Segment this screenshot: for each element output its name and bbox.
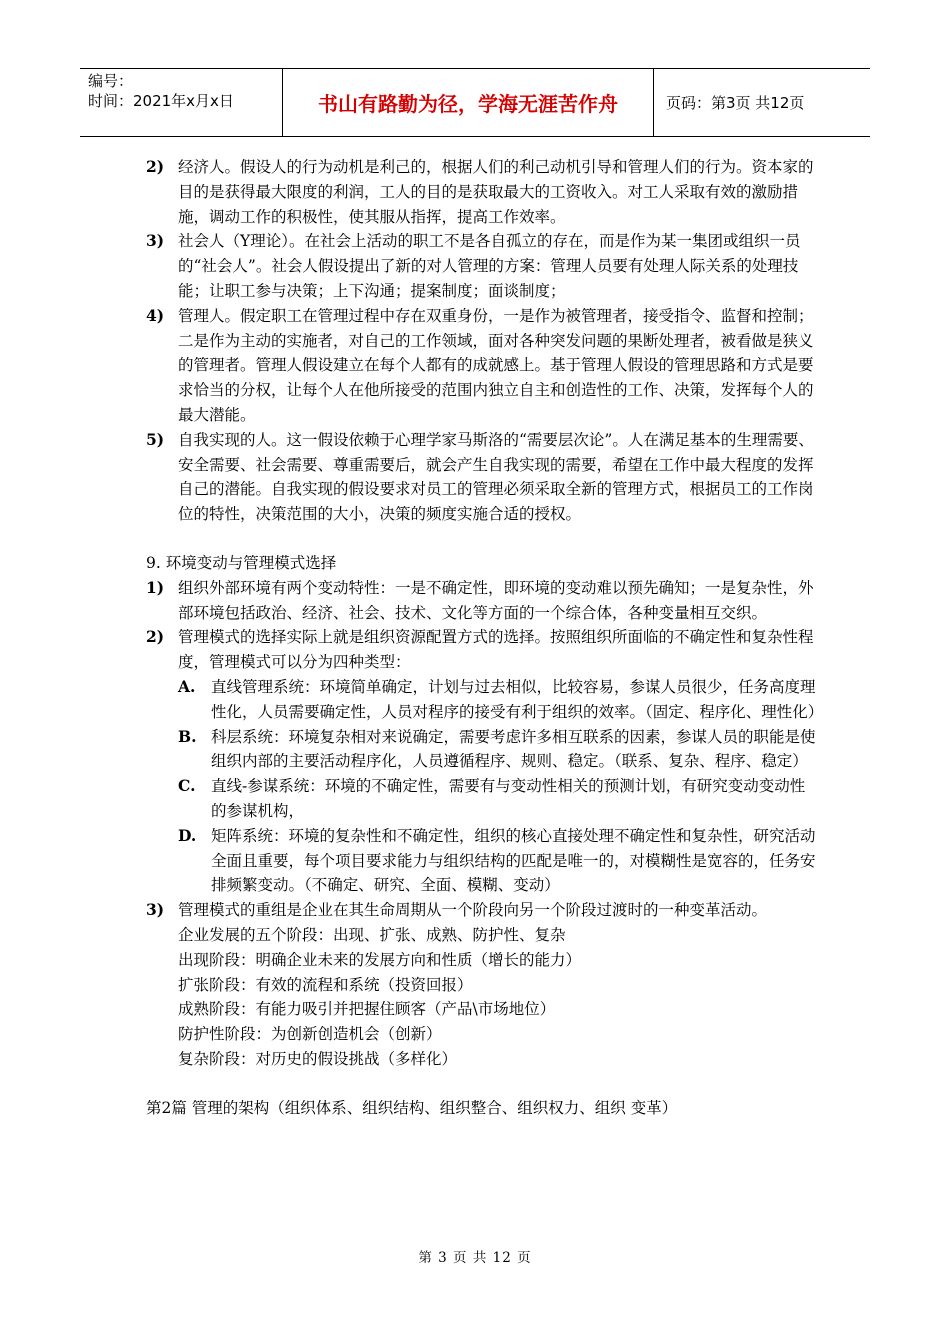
stage-line: 防护性阶段：为创新创造机会（创新） <box>178 1025 442 1044</box>
list-item-text: 管理人。假定职工在管理过程中存在双重身份，一是作为被管理者，接受指令、监督和控制；二是作为主动的实施者，对自己的工作领域，面对各种突发问题的果断处理者，被看做是狭义的管理者。管理人假设建立在每个人都有的成就感上。基于管理人假设的管理思路和方式是要求恰当的分权，让每个人在他所接受的范围内独立自主和创造性的工作、决策，发挥每个人的最大潜能。 <box>178 306 814 424</box>
spacer <box>146 1072 818 1096</box>
list-item <box>146 625 818 675</box>
sub-list-item-letter: C. <box>178 776 196 796</box>
sub-list-item-text: 直线-参谋系统：环境的不确定性，需要有与变动性相关的预测计划，有研究变动变动性的参谋机构， <box>211 777 806 820</box>
sub-list-item-letter: A. <box>178 676 196 696</box>
sub-list-item <box>178 774 818 824</box>
document-time-label: 时间：2021年x月x日 <box>88 92 234 110</box>
list-item-text: 经济人。假设人的行为动机是利己的，根据人们的利己动机引导和管理人们的行为。资本家的目的是获得最大限度的利润，工人的目的是获取最大的工资收入。对工人采取有效的激励措施，调动工作的积极性，使其服从指挥，提高工作效率。 <box>178 158 814 226</box>
list-item <box>146 428 818 527</box>
sub-list-item-text: 矩阵系统：环境的复杂性和不确定性，组织的核心直接处理不确定性和复杂性，研究活动全面且重要，每个项目要求能力与组织结构的匹配是唯一的，对模糊性是宽容的，任务安排频繁变动。（不确定、研究、全面、模糊、变动） <box>211 826 816 895</box>
sub-list-item-letter: D. <box>178 825 197 845</box>
list-item-number: 3) <box>146 231 165 251</box>
list-item-number: 2) <box>146 157 165 176</box>
stage-line: 企业发展的五个阶段：出现、扩张、成熟、防护性、复杂 <box>178 925 566 944</box>
list-item-text: 管理模式的重组是企业在其生命周期从一个阶段向另一个阶段过渡时的一种变革活动。 <box>178 901 768 920</box>
list-item <box>146 155 818 229</box>
list-item <box>146 304 818 428</box>
stage-line: 成熟阶段：有能力吸引并把握住顾客（产品\市场地位） <box>178 1000 556 1019</box>
sub-list-item-text: 直线管理系统：环境简单确定，计划与过去相似，比较容易，参谋人员很少，任务高度理性化，人员需要确定性，人员对程序的接受有利于组织的效率。（固定、程序化、理性化） <box>211 677 824 721</box>
list-item-text: 组织外部环境有两个变动特性：一是不确定性，即环境的变动难以预先确知；一是复杂性，外部环境包括政治、经济、社会、技术、文化等方面的一个综合体，各种变量相互交织。 <box>178 578 814 622</box>
header-motto: 书山有路勤为径，学海无涯苦作舟 <box>283 69 654 136</box>
sub-list-item <box>178 824 818 898</box>
sub-list-item-text: 科层系统：环境复杂相对来说确定，需要考虑许多相互联系的因素，参谋人员的职能是使组织内部的主要活动程序化，人员遵循程序、规则、稳定。（联系、复杂、程序、稳定） <box>211 727 816 771</box>
list-item-number: 2) <box>146 627 165 647</box>
sub-list-item <box>178 725 818 775</box>
sub-list-item <box>178 675 824 725</box>
part-heading: 第2篇 管理的架构（组织体系、组织结构、组织整合、组织权力、组织 变革） <box>146 1098 678 1117</box>
sub-list-item-letter: B. <box>178 726 197 746</box>
list-item-text: 管理模式的选择实际上就是组织资源配置方式的选择。按照组织所面临的不确定性和复杂性程度，管理模式可以分为四种类型： <box>178 628 814 672</box>
document-id-label: 编号： <box>88 72 134 90</box>
header-page-info: 页码：第3页 共12页 <box>666 94 805 112</box>
list-item-number: 3) <box>146 900 165 920</box>
list-item <box>146 229 818 303</box>
stage-line: 扩张阶段：有效的流程和系统（投资回报） <box>178 975 473 994</box>
header-left-cell <box>80 69 283 136</box>
list-item-text: 自我实现的人。这一假设依赖于心理学家马斯洛的“需要层次论”。人在满足基本的生理需要、安全需要、社会需要、尊重需要后，就会产生自我实现的需要，希望在工作中最大程度的发挥自己的潜能。自我实现的假设要求对员工的管理必须采取全新的管理方式，根据员工的工作岗位的特性，决策范围的大小，决策的频度实施合适的授权。 <box>178 430 814 524</box>
section-heading: 9. 环境变动与管理模式选择 <box>146 553 337 572</box>
list-item <box>146 898 818 923</box>
page-footer: 第 3 页 共 12 页 <box>418 1250 532 1266</box>
list-item-text: 社会人（Y理论）。在社会上活动的职工不是各自孤立的存在，而是作为某一集团或组织一员的“社会人”。社会人假设提出了新的对人管理的方案：管理人员要有处理人际关系的处理技能；让职工参与决策；上下沟通；提案制度；面谈制度； <box>178 232 801 300</box>
document-body <box>146 155 824 1120</box>
list-item-number: 4) <box>146 305 165 325</box>
page-header <box>80 68 870 137</box>
list-item-number: 1) <box>146 577 165 597</box>
stage-line: 出现阶段：明确企业未来的发展方向和性质（增长的能力） <box>178 950 582 969</box>
list-item <box>146 576 818 626</box>
spacer <box>146 527 818 551</box>
list-item-number: 5) <box>146 429 165 449</box>
stage-line: 复杂阶段：对历史的假设挑战（多样化） <box>178 1049 458 1068</box>
